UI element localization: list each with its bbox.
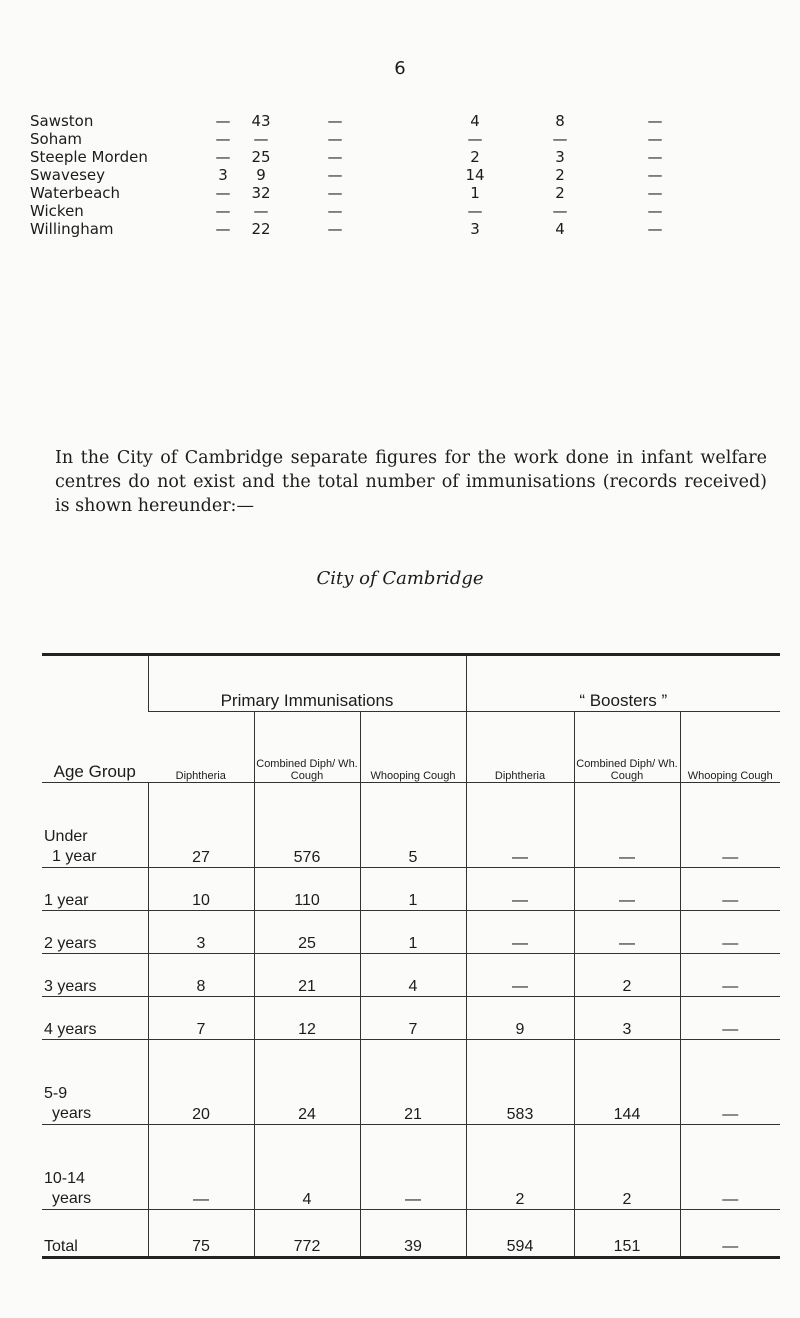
age-label-line: 2 years: [44, 935, 97, 952]
district-value: —: [647, 166, 663, 184]
table-cell: 12: [254, 997, 360, 1040]
district-name: Steeple Morden: [30, 148, 148, 166]
immunisation-table: [42, 653, 780, 1259]
age-group-label: [42, 783, 148, 868]
district-value: —: [647, 220, 663, 238]
district-value: 32: [251, 184, 271, 202]
table-cell: 27: [148, 783, 254, 868]
district-value: —: [327, 220, 343, 238]
district-value: 4: [470, 112, 480, 130]
age-group-label: [42, 1125, 148, 1210]
table-cell: 9: [466, 997, 574, 1040]
table-cell: —: [466, 783, 574, 868]
age-label-line: years: [52, 1105, 92, 1122]
district-value: 2: [555, 184, 565, 202]
table-cell: 583: [466, 1040, 574, 1125]
table-cell: —: [680, 954, 780, 997]
table-cell: 2: [574, 1125, 680, 1210]
table-cell: —: [680, 1125, 780, 1210]
age-label-line: Under: [44, 828, 88, 845]
district-value: —: [215, 112, 231, 130]
column-subheader: Combined Diph/ Wh. Cough: [254, 712, 360, 783]
age-group-label: [42, 868, 148, 911]
district-value: 3: [555, 148, 565, 166]
age-label-line: years: [52, 1190, 92, 1207]
total-label: Total: [42, 1210, 148, 1258]
age-label-line: 5-9: [44, 1085, 68, 1102]
table-cell: 4: [360, 954, 466, 997]
table-cell: —: [680, 783, 780, 868]
district-name: Willingham: [30, 220, 114, 238]
district-row: [30, 112, 663, 130]
district-value: 3: [470, 220, 480, 238]
age-group-label: [42, 997, 148, 1040]
page-number: 6: [394, 58, 406, 79]
district-value: —: [215, 220, 231, 238]
table-cell: 2: [574, 954, 680, 997]
total-cell: 772: [254, 1210, 360, 1258]
district-value: —: [253, 202, 269, 220]
table-cell: 24: [254, 1040, 360, 1125]
district-value: —: [215, 184, 231, 202]
table-row: [42, 954, 780, 997]
age-label-line: 3 years: [44, 978, 97, 995]
total-cell: 151: [574, 1210, 680, 1258]
table-cell: 3: [574, 997, 680, 1040]
district-value: —: [327, 112, 343, 130]
column-subheader: Diphtheria: [148, 712, 254, 783]
total-cell: 75: [148, 1210, 254, 1258]
district-name: Sawston: [30, 112, 94, 130]
table-cell: —: [680, 997, 780, 1040]
table-cell: 1: [360, 868, 466, 911]
table-row: [42, 1040, 780, 1125]
district-value: 43: [251, 112, 271, 130]
table-cell: 2: [466, 1125, 574, 1210]
district-value: —: [647, 202, 663, 220]
age-label-line: 4 years: [44, 1021, 97, 1038]
table-cell: 7: [148, 997, 254, 1040]
district-value: 1: [470, 184, 480, 202]
table-cell: —: [680, 911, 780, 954]
district-row: [30, 184, 663, 202]
district-row: [30, 202, 663, 220]
district-value: 9: [256, 166, 266, 184]
district-value: 2: [555, 166, 565, 184]
total-row: [42, 1210, 780, 1258]
age-group-label: [42, 1040, 148, 1125]
age-label-line: 1 year: [52, 848, 97, 865]
district-value: —: [327, 130, 343, 148]
district-value: —: [647, 112, 663, 130]
district-value: —: [215, 148, 231, 166]
district-value: 8: [555, 112, 565, 130]
district-row: [30, 130, 663, 148]
district-value: —: [327, 166, 343, 184]
district-value: 3: [218, 166, 228, 184]
district-value: 14: [465, 166, 485, 184]
table-cell: 1: [360, 911, 466, 954]
district-value: —: [647, 148, 663, 166]
district-value: —: [647, 130, 663, 148]
table-cell: 4: [254, 1125, 360, 1210]
age-label-line: 10-14: [44, 1170, 85, 1187]
age-group-header: Age Group: [53, 762, 136, 781]
table-title: City of Cambridge: [316, 568, 484, 589]
table-cell: —: [148, 1125, 254, 1210]
district-value: —: [552, 202, 568, 220]
district-value: —: [215, 130, 231, 148]
table-cell: —: [680, 868, 780, 911]
district-value: —: [552, 130, 568, 148]
table-row: [42, 783, 780, 868]
table-cell: —: [466, 868, 574, 911]
primary-immunisations-header: Primary Immunisations: [148, 655, 466, 712]
district-row: [30, 220, 663, 238]
district-value: 4: [555, 220, 565, 238]
district-row: [30, 166, 663, 184]
age-group-label: [42, 911, 148, 954]
table-cell: —: [574, 868, 680, 911]
district-name: Wicken: [30, 202, 84, 220]
column-subheader: Whooping Cough: [360, 712, 466, 783]
table-cell: 3: [148, 911, 254, 954]
total-cell: 594: [466, 1210, 574, 1258]
district-value: —: [647, 184, 663, 202]
table-cell: —: [360, 1125, 466, 1210]
table-cell: —: [574, 783, 680, 868]
table-cell: 21: [254, 954, 360, 997]
table-cell: —: [466, 911, 574, 954]
table-cell: 25: [254, 911, 360, 954]
table-cell: 110: [254, 868, 360, 911]
district-row: [30, 148, 663, 166]
table-row: [42, 868, 780, 911]
table-cell: 21: [360, 1040, 466, 1125]
district-value: 2: [470, 148, 480, 166]
district-name: Swavesey: [30, 166, 106, 184]
table-cell: 144: [574, 1040, 680, 1125]
age-label-line: 1 year: [44, 892, 89, 909]
table-cell: 8: [148, 954, 254, 997]
district-value: 25: [251, 148, 271, 166]
district-value: —: [327, 184, 343, 202]
column-subheader: Whooping Cough: [680, 712, 780, 783]
total-cell: —: [680, 1210, 780, 1258]
table-cell: 10: [148, 868, 254, 911]
district-value: —: [327, 148, 343, 166]
table-row: [42, 997, 780, 1040]
table-cell: 576: [254, 783, 360, 868]
intro-paragraph: In the City of Cambridge separate figures for the work done in infant welfare centres do not exist and the total number of immunisations (records received) is shown hereunder:—: [55, 447, 767, 516]
district-name: Waterbeach: [30, 184, 121, 202]
table-cell: —: [680, 1040, 780, 1125]
table-cell: 7: [360, 997, 466, 1040]
district-value: 22: [251, 220, 271, 238]
boosters-header: “ Boosters ”: [466, 655, 780, 712]
district-value: —: [467, 202, 483, 220]
district-value: —: [215, 202, 231, 220]
table-cell: 20: [148, 1040, 254, 1125]
district-value: —: [467, 130, 483, 148]
column-subheader: Diphtheria: [466, 712, 574, 783]
age-group-label: [42, 954, 148, 997]
column-subheader: Combined Diph/ Wh. Cough: [574, 712, 680, 783]
district-list: [30, 112, 663, 238]
table-cell: —: [466, 954, 574, 997]
district-value: —: [253, 130, 269, 148]
total-cell: 39: [360, 1210, 466, 1258]
table-cell: —: [574, 911, 680, 954]
table-row: [42, 1125, 780, 1210]
table-cell: 5: [360, 783, 466, 868]
table-row: [42, 911, 780, 954]
district-name: Soham: [30, 130, 83, 148]
district-value: —: [327, 202, 343, 220]
